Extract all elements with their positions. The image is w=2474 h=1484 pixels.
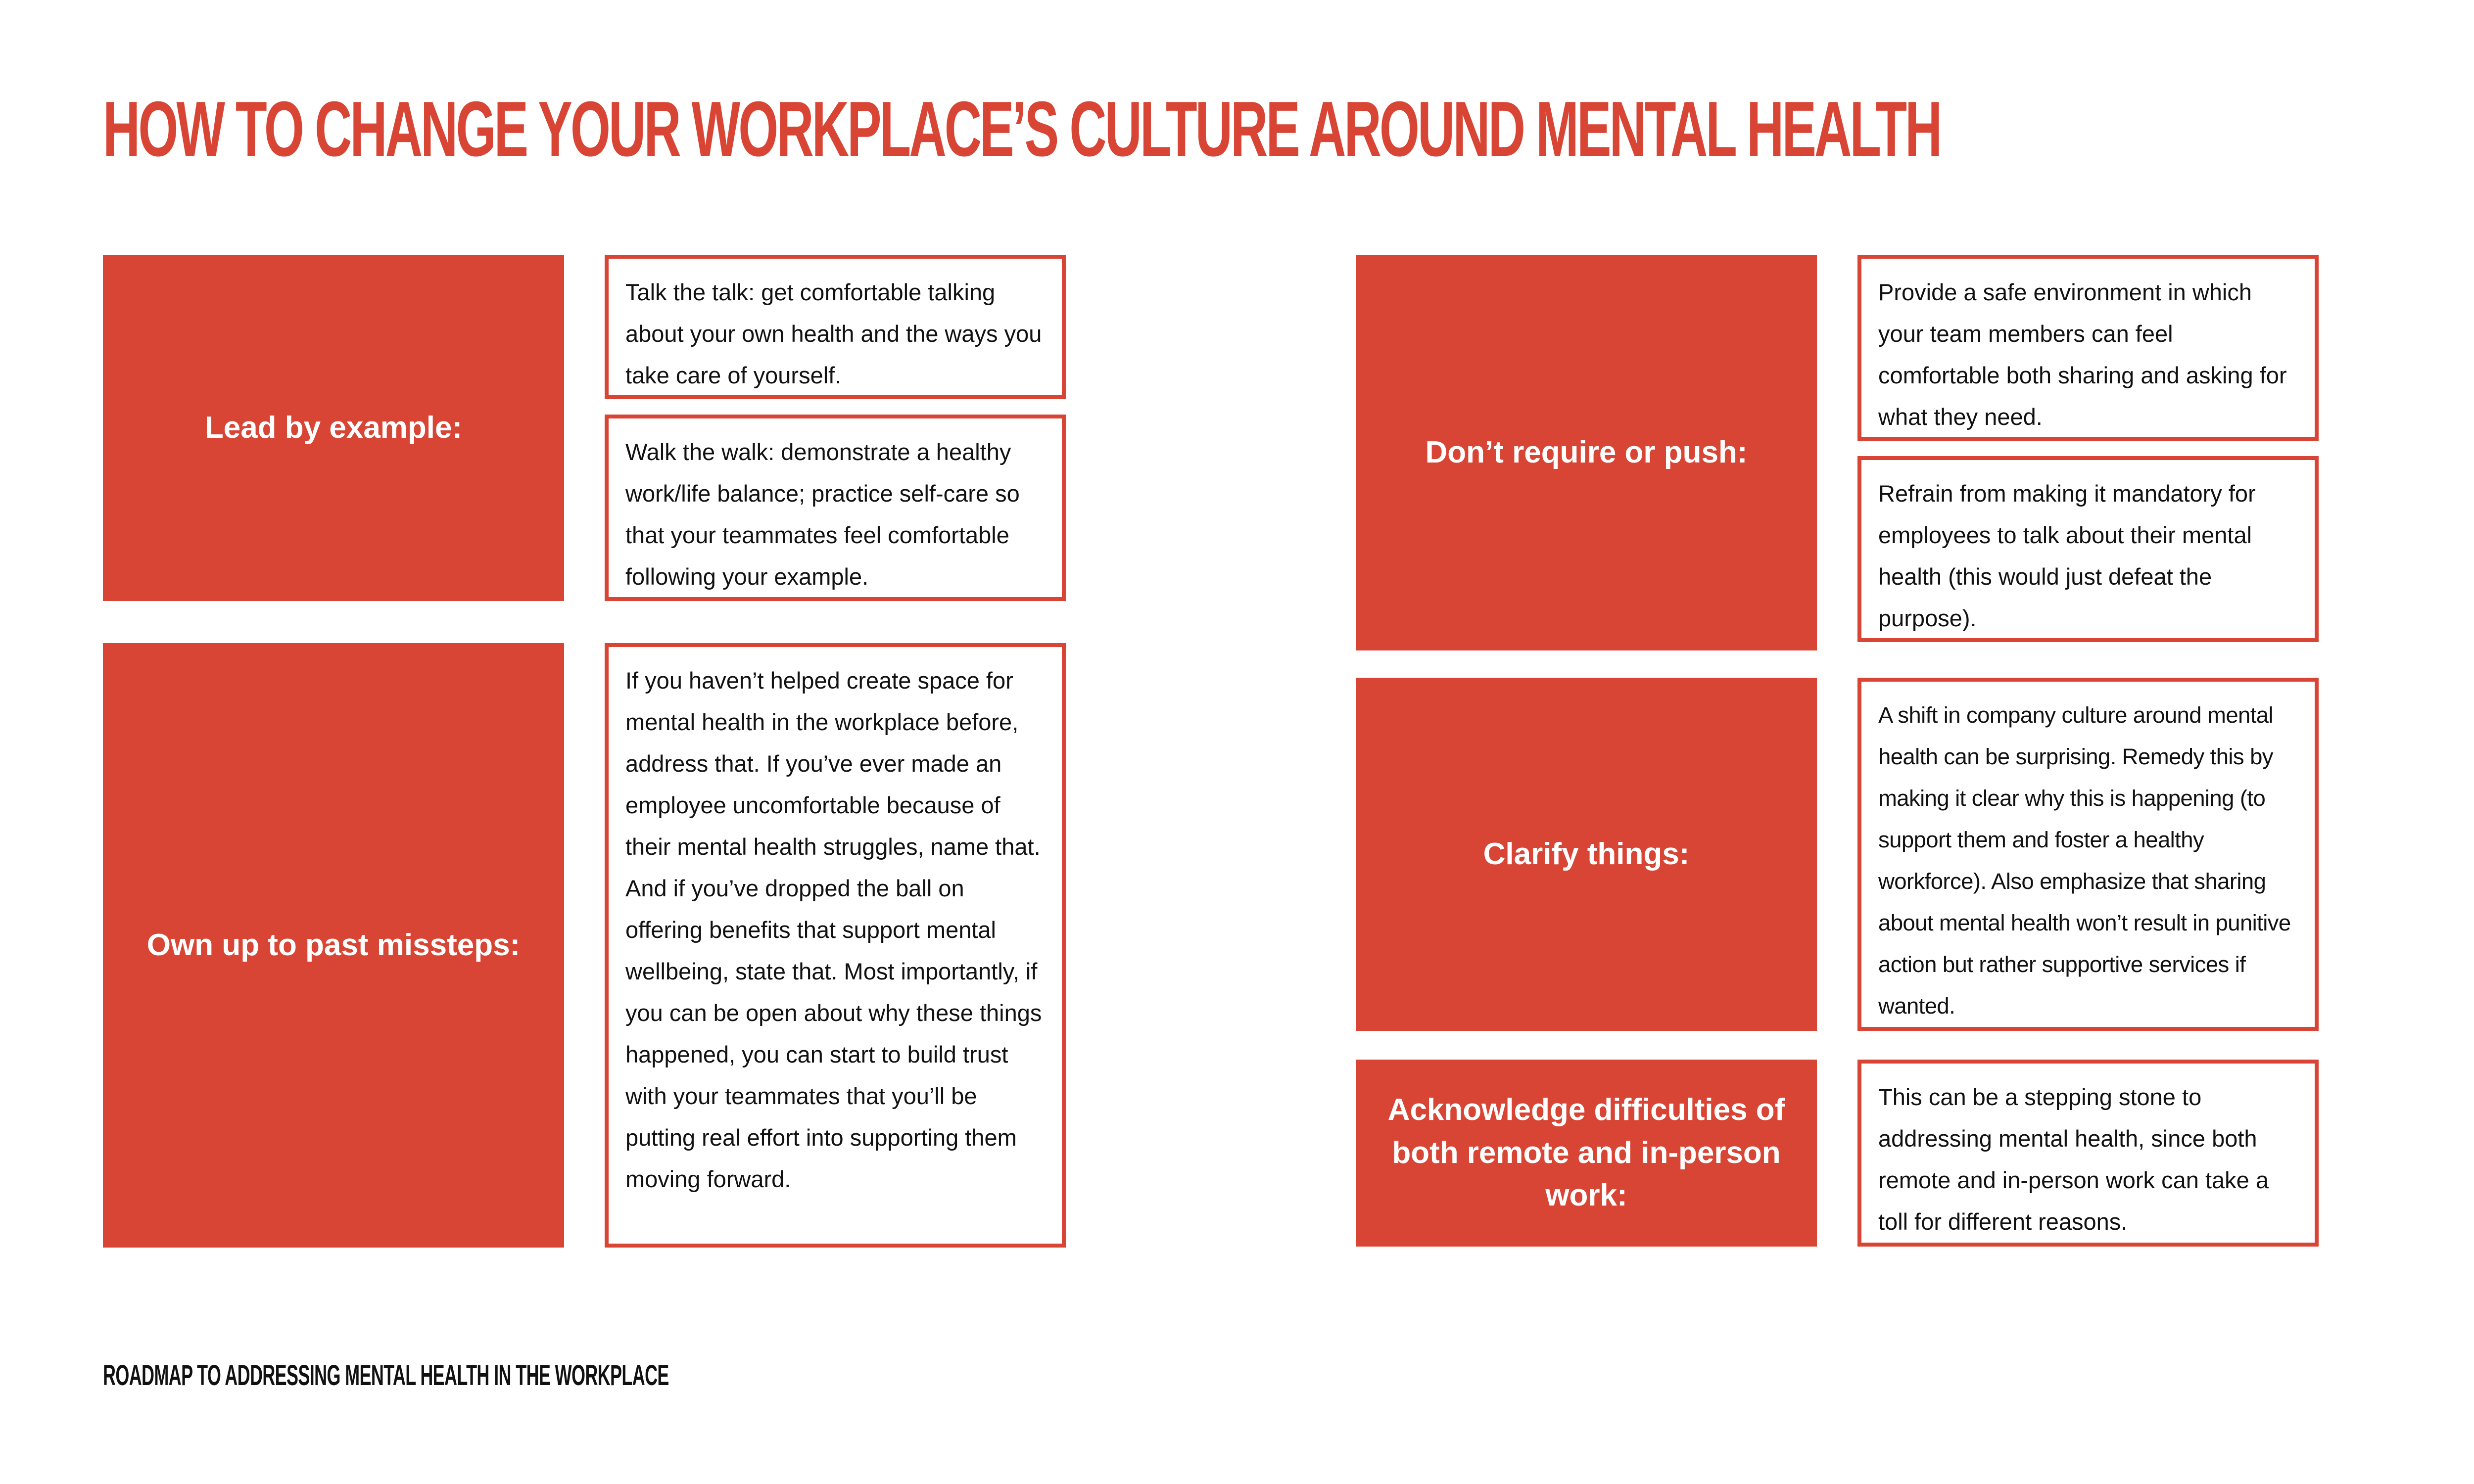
category-lead-by-example: Lead by example: — [103, 255, 564, 601]
dont-point-safe: Provide a safe environment in which your team members can feel comfortable both sharing and asking for what they need. — [1857, 255, 2319, 441]
category-dont-require: Don’t require or push: — [1356, 255, 1817, 650]
acknowledge-point: This can be a stepping stone to addressing mental health, since both remote and in-person work can take a toll for different reasons. — [1857, 1060, 2319, 1247]
page-title: HOW TO CHANGE YOUR WORKPLACE’S CULTURE AROUND MENTAL HEALTH — [103, 86, 1941, 173]
category-acknowledge: Acknowledge difficulties of both remote and in-person work: — [1356, 1060, 1817, 1247]
category-own-up: Own up to past missteps: — [103, 643, 564, 1248]
dont-point-refrain: Refrain from making it mandatory for employees to talk about their mental health (this would just defeat the purpose). — [1857, 456, 2319, 642]
lead-point-walk: Walk the walk: demonstrate a healthy work/life balance; practice self-care so that your teammates feel comfortable following your example. — [605, 415, 1066, 601]
footer-title: ROADMAP TO ADDRESSING MENTAL HEALTH IN THE WORKPLACE — [103, 1359, 669, 1391]
own-point: If you haven’t helped create space for mental health in the workplace before, address that. If you’ve ever made an employee uncomfortable because of their mental health struggles, name that. And if you’ve dropped the ball on offering benefits that support mental wellbeing, state that. Most importantly, if you can be open about why these things happened, you can start to build trust with your teammates that you’ll be putting real effort into supporting them moving forward. — [605, 643, 1066, 1248]
lead-point-talk: Talk the talk: get comfortable talking about your own health and the ways you take care of yourself. — [605, 255, 1066, 399]
clarify-point: A shift in company culture around mental health can be surprising. Remedy this by making it clear why this is happening (to support them and foster a healthy workforce). Also emphasize that sharing about mental health won’t result in punitive action but rather supportive services if wanted. — [1857, 678, 2319, 1031]
category-clarify: Clarify things: — [1356, 678, 1817, 1031]
